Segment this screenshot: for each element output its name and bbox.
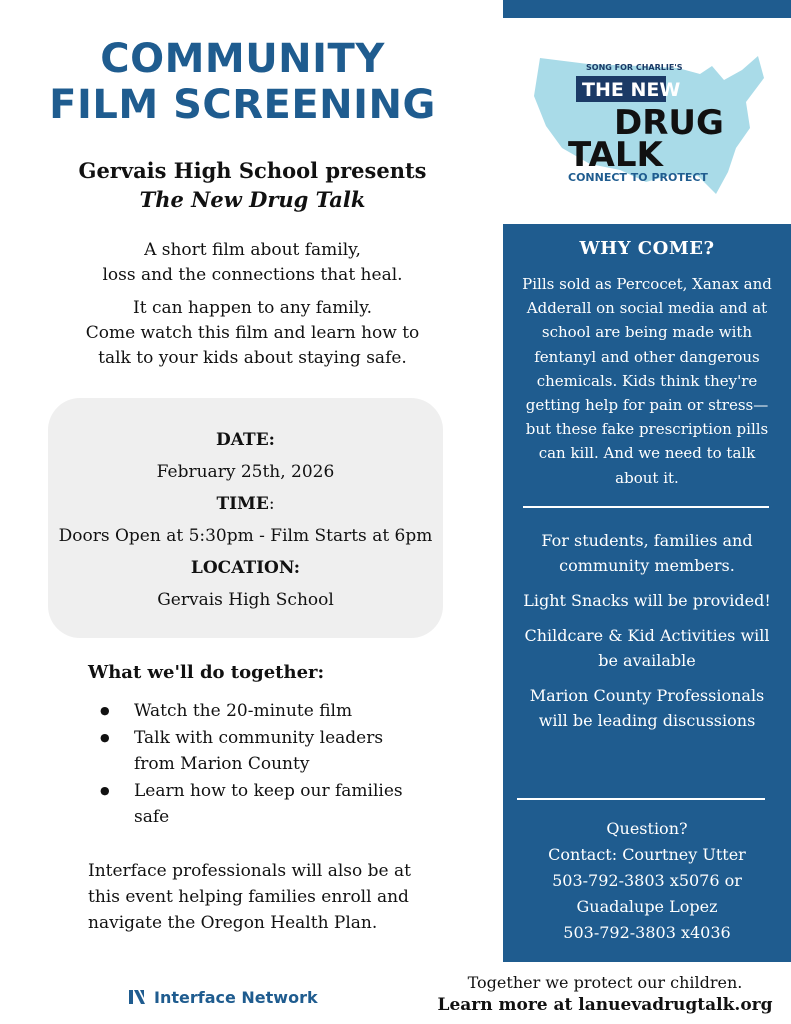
contact-info bbox=[521, 816, 773, 946]
presents-line: Gervais High School presents bbox=[78, 158, 427, 183]
divider bbox=[517, 798, 765, 800]
why-come-text: Pills sold as Percocet, Xanax and Adderall on social media and at school are being made with fentanyl and other dangerous chemicals. Kids think they're getting help for pain or stress—but these fake prescription pills can kill. And we need to talk about it. bbox=[522, 275, 772, 487]
divider bbox=[523, 506, 769, 508]
intro-paragraph-2 bbox=[55, 296, 450, 371]
event-location: Gervais High School bbox=[157, 590, 334, 610]
footer-website-link[interactable]: Learn more at lanuevadrugtalk.org bbox=[437, 995, 773, 1015]
sidebar-item: For students, families and community members. bbox=[541, 531, 753, 575]
intro-text bbox=[55, 238, 450, 379]
why-come-heading: WHY COME? bbox=[579, 238, 715, 259]
event-details-box bbox=[48, 398, 443, 638]
interface-network-icon bbox=[128, 989, 146, 1005]
logo-tagline: CONNECT TO PROTECT bbox=[568, 171, 708, 184]
contact-phone-1: 503-792-3803 x5076 or bbox=[552, 871, 742, 890]
intro-p2-line2: Come watch this film and learn how to bbox=[85, 323, 420, 343]
title-line-2: FILM SCREENING bbox=[49, 82, 436, 128]
together-heading: What we'll do together: bbox=[88, 662, 325, 683]
film-title: The New Drug Talk bbox=[139, 187, 366, 212]
contact-question: Question? bbox=[606, 819, 688, 838]
enrollment-note: Interface professionals will also be at this event helping families enroll and navigate the Oregon Health Plan. bbox=[88, 861, 411, 933]
contact-name-2: Guadalupe Lopez bbox=[576, 897, 718, 916]
time-label: TIME bbox=[216, 494, 269, 514]
new-drug-talk-logo bbox=[528, 44, 768, 200]
intro-p1-line1: A short film about family, bbox=[144, 240, 361, 260]
intro-paragraph-1 bbox=[55, 238, 450, 288]
event-time: Doors Open at 5:30pm - Film Starts at 6pm bbox=[58, 526, 433, 546]
sidebar-item: Marion County Professionals will be leading discussions bbox=[529, 686, 765, 730]
event-date: February 25th, 2026 bbox=[156, 462, 335, 482]
top-accent-bar bbox=[503, 0, 791, 18]
intro-p2-line3: talk to your kids about staying safe. bbox=[98, 348, 407, 368]
logo-drug: DRUG bbox=[614, 103, 724, 143]
intro-p2-line1: It can happen to any family. bbox=[133, 298, 372, 318]
interface-network-logo bbox=[128, 985, 318, 1009]
contact-phone-2: 503-792-3803 x4036 bbox=[563, 923, 731, 942]
intro-p1-line2: loss and the connections that heal. bbox=[102, 265, 403, 285]
time-colon: : bbox=[268, 494, 275, 514]
contact-name-1: Contact: Courtney Utter bbox=[548, 845, 746, 864]
us-map-logo-graphic bbox=[528, 44, 768, 200]
sidebar-item: Childcare & Kid Activities will be available bbox=[524, 626, 770, 670]
audience-info bbox=[521, 528, 773, 743]
logo-talk: TALK bbox=[568, 135, 663, 175]
list-item: ● Learn how to keep our families safe bbox=[96, 778, 426, 830]
logo-the-new: THE NEW bbox=[582, 79, 681, 101]
date-label: DATE: bbox=[216, 430, 275, 450]
interface-network-name: Interface Network bbox=[154, 987, 318, 1007]
list-item: ● Watch the 20-minute film bbox=[96, 698, 426, 724]
footer-tagline: Together we protect our children. bbox=[467, 973, 743, 992]
page-title bbox=[20, 36, 465, 128]
why-come-sidebar bbox=[503, 224, 791, 962]
logo-subtitle: SONG FOR CHARLIE'S bbox=[586, 63, 683, 72]
location-label: LOCATION: bbox=[190, 558, 301, 578]
list-item: ● Talk with community leaders from Marion County bbox=[96, 725, 426, 777]
title-line-1: COMMUNITY bbox=[100, 36, 385, 82]
together-list bbox=[96, 698, 426, 831]
sidebar-item: Light Snacks will be provided! bbox=[523, 591, 771, 610]
presents-heading bbox=[40, 156, 465, 214]
